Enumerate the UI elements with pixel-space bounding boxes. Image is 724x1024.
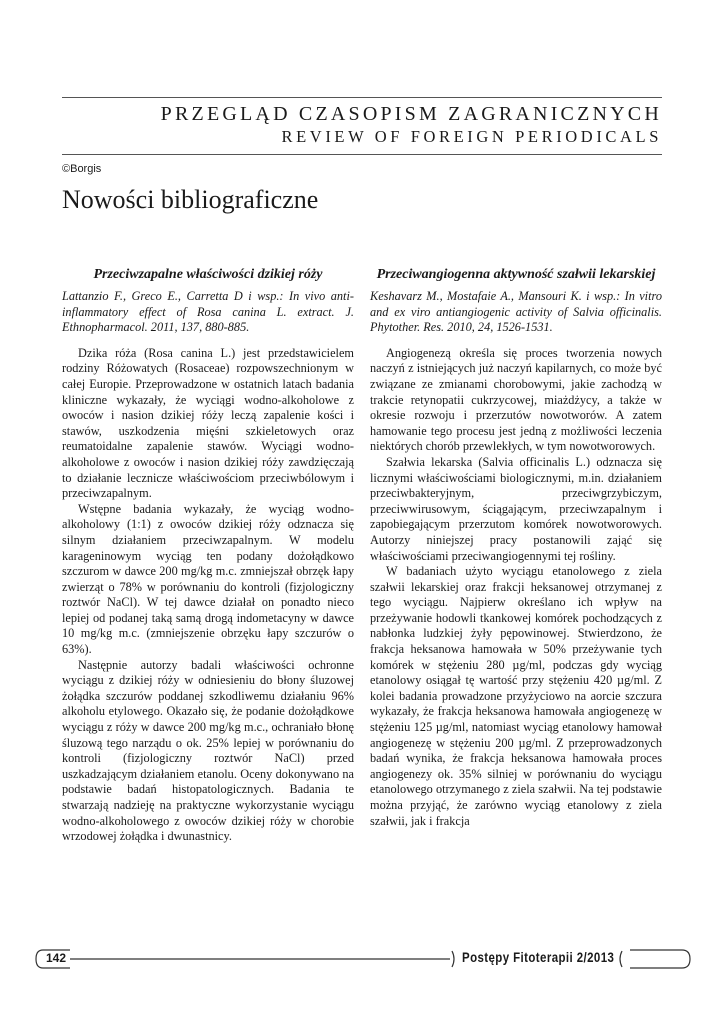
article-left-heading: Przeciwzapalne właściwości dzikiej róży [93, 267, 323, 282]
article-right [370, 266, 662, 829]
article-right-paragraph: W badaniach użyto wyciągu etanolowego z ziela szałwii lekarskiej oraz frakcji heksanowej otrzymanej z tego wyciągu. Najpierw określano ich wpływ na przeżywanie hodowli tkankowej komórek pochodzących z nabłonka ludzkiej żyły pępowinowej. Stwierdzono, że frakcja heksanowa hamowała w 50% przeżywanie tych komórek w stężeniu 280 µg/ml, podczas gdy wyciąg etanolowy osiągał tę wartość przy stężeniu 420 µg/ml. Z kolei badania prowadzone przyżyciowo na aorcie szczura wykazały, że frakcja heksanowa hamowała angiogenezę w stężeniu 125 µg/ml, natomiast wyciąg etanolowy hamował angiogenezę w stężeniu 200 µg/ml. Z przeprowadzonych badań wynika, że frakcja heksanowa hamowała proces angiogenezy ok. 35% silniej w porównaniu do wyciągu etanolowego otrzymanego z ziela szałwii. Na tej podstawie można przyjąć, że zarówno wyciąg etanolowy z ziela szałwii, jak i frakcja [370, 564, 662, 828]
article-right-paragraph: Angiogenezą określa się proces tworzenia nowych naczyń z istniejących już naczyń kapilarnych, co może być związane ze zmianami chorobowymi, jakie zachodzą w trakcie retynopatii cukrzycowej, miażdżycy, a także w okresie rozwoju i przerzutów nowotworów. A zatem hamowanie tego procesu jest jedną z możliwości leczenia niektórych chorób przewlekłych, w tym nowotworowych. [370, 345, 662, 454]
article-left-reference: Lattanzio F., Greco E., Carretta D i wsp.: In vivo anti-inflammatory effect of Rosa canina L. extract. J. Ethnopharmacol. 2011, 137, 880-885. [62, 289, 354, 335]
section-title-en: REVIEW OF FOREIGN PERIODICALS [281, 127, 662, 146]
header-top-rule [62, 97, 662, 98]
article-left-paragraph: Wstępne badania wykazały, że wyciąg wodno-alkoholowy (1:1) z owoców dzikiej róży odznacza się silnym działaniem przeciwzapalnym. W modelu karageninowym wyciąg ten podany dożołądkowo szczurom w dawce 200 mg/kg m.c. zmniejszał obrzęk łapy zwierząt o 78% w porównaniu do kontroli (fizjologiczny roztwór NaCl). W tej dawce działał on ponadto nieco lepiej od podanej taką samą drogą indometacyny w dawce 10 mg/kg m.c. (zmniejszenie obrzęku łapy szczurów o 63%). [62, 501, 354, 657]
journal-name: Postępy Fitoterapii 2/2013 [462, 949, 615, 965]
page-title: Nowości bibliograficzne [62, 185, 319, 214]
article-left-paragraph: Następnie autorzy badali właściwości ochronne wyciągu z dzikiej róży w odniesieniu do błony śluzowej żołądka szczurów poddanej szkodliwemu działaniu 96% alkoholu etylowego. Okazało się, że podanie dożołądkowe wyciągu z róży w dawce 200 mg/kg m.c., ochraniało błonę śluzową tego narządu o ok. 25% lepiej w porównaniu do kontroli (fizjologiczny roztwór NaCl) przed uszkadzającym działaniem etanolu. Oceny dokonywano na podstawie badań histopatologicznych. Badania te stwarzają nadzieję na praktyczne wykorzystanie wyciągu wodno-alkoholowego z owoców dzikiej róży w chorobie wrzodowej żołądka i dwunastnicy. [62, 657, 354, 844]
header-bottom-rule [62, 154, 662, 155]
copyright-notice: ©Borgis [62, 163, 102, 175]
section-title-pl: PRZEGLĄD CZASOPISM ZAGRANICZNYCH [160, 103, 662, 125]
page-number: 142 [46, 951, 67, 965]
page-footer [34, 948, 692, 970]
article-left [62, 266, 354, 845]
article-right-reference: Keshavarz M., Mostafaie A., Mansouri K. i wsp.: In vitro and ex viro antiangiogenic activity of Salvia officinalis. Phytother. Res. 2010, 24, 1526-1531. [370, 289, 662, 335]
article-right-paragraph: Szałwia lekarska (Salvia officinalis L.) odznacza się licznymi właściwościami biologicznymi, m.in. działaniem przeciwbakteryjnym, przeciwgrzybiczym, przeciwwirusowym, ściągającym, przeciwzapalnym i zapobiegającym przerzutom komórek nowotworowych. Autorzy niniejszej pracy postanowili zająć się właściwościami przeciwangiogennymi tej rośliny. [370, 454, 662, 563]
article-left-paragraph: Dzika róża (Rosa canina L.) jest przedstawicielem rodziny Różowatych (Rosaceae) rozpowszechnionym w całej Europie. Przeprowadzone w ostatnich latach badania kliniczne wykazały, że wyciągi wodno-alkoholowe z owoców i nasion dzikiej róży leczą zapalenie kości i stawów, uszkodzenia mięśni szkieletowych oraz reumatoidalne zapalenie stawów. Wyciągi wodno-alkoholowe z owoców i nasion dzikiej róży zawdzięczają to działanie lecznicze właściwościom przeciwbólowym i przeciwzapalnym. [62, 345, 354, 501]
article-right-heading: Przeciwangiogenna aktywność szałwii lekarskiej [376, 267, 656, 282]
